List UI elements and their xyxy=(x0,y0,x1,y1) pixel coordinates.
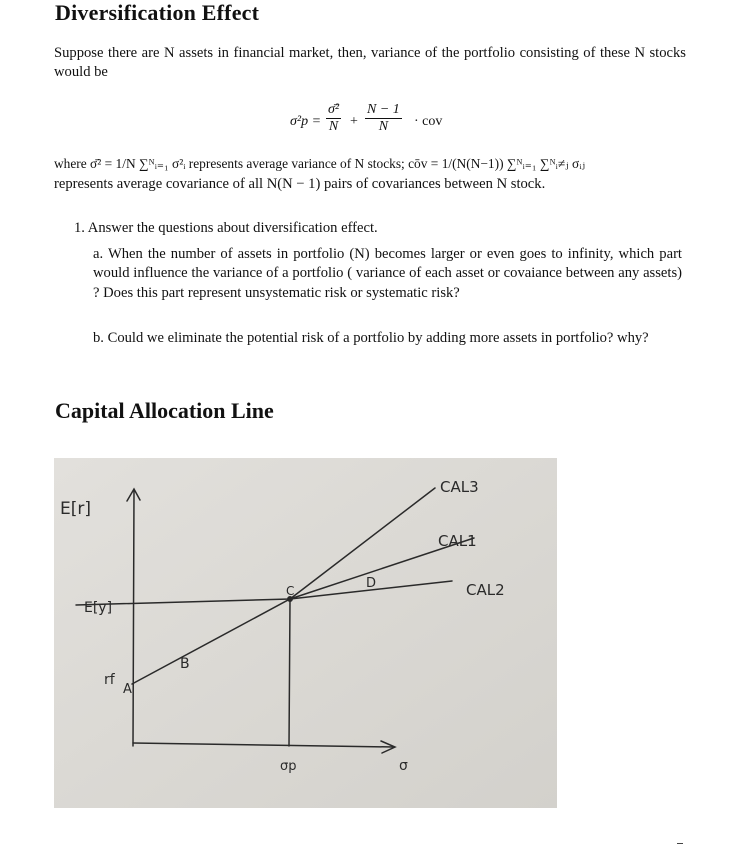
formula-term2-denominator: N xyxy=(378,119,389,134)
heading-capital-allocation-line: Capital Allocation Line xyxy=(55,398,274,423)
label-y-axis: E[r] xyxy=(60,499,91,519)
label-rf: rf xyxy=(104,672,115,688)
portfolio-variance-formula xyxy=(290,102,490,142)
label-cal2: CAL2 xyxy=(466,581,505,599)
question-1b: b. Could we eliminate the potential risk of a portfolio by adding more assets in portfolio? why? xyxy=(93,330,649,346)
label-cal3: CAL3 xyxy=(440,478,479,496)
page-corner-mark xyxy=(677,843,683,844)
formula-term1-denominator: N xyxy=(328,119,339,134)
where-line-1: where σ̄² = 1/N ∑ᴺᵢ₌₁ σ²ᵢ represents average variance of N stocks; cōv = 1/(N(N−1)) ∑ᴺᵢ₌₁ ∑ᴺᵢ≠ⱼ σᵢⱼ xyxy=(54,156,586,171)
formula-plus: + xyxy=(350,114,358,129)
photo-paper-background xyxy=(54,458,557,808)
intro-paragraph: Suppose there are N assets in financial market, then, variance of the portfolio consisting of these N stocks would be xyxy=(54,45,686,80)
where-explanation xyxy=(54,154,686,194)
heading-diversification-effect: Diversification Effect xyxy=(55,0,260,25)
label-point-c: C xyxy=(286,584,295,598)
formula-term1-numerator: σ̄² xyxy=(328,102,340,117)
label-cal1: CAL1 xyxy=(438,532,477,550)
y-axis-line xyxy=(133,491,134,746)
formula-term2 xyxy=(365,102,402,135)
label-ey-tick: E[y] xyxy=(84,600,113,616)
cal-hand-drawn-figure xyxy=(54,458,557,808)
label-point-d: D xyxy=(366,576,377,591)
formula-term1 xyxy=(326,102,341,135)
label-x-axis: σ xyxy=(399,758,408,774)
label-point-b: B xyxy=(180,656,190,672)
formula-cov-term: · cov xyxy=(414,114,443,129)
question-1a: a. When the number of assets in portfolio (N) becomes larger or even goes to infinity, which part would influence the variance of a portfolio ( variance of each asset or covaiance between any assets) ? Does this part represent unsystematic risk or systematic risk? xyxy=(93,246,682,301)
section-title-cal xyxy=(55,398,274,424)
label-sigma-p: σp xyxy=(280,759,297,774)
question-1: 1. Answer the questions about diversification effect. xyxy=(74,220,378,236)
section-title-diversification xyxy=(55,0,259,26)
where-line-2: represents average covariance of all N(N − 1) pairs of covariances between N stock. xyxy=(54,176,546,192)
formula-term2-numerator: N − 1 xyxy=(367,102,400,117)
label-point-a: A xyxy=(123,682,132,697)
sigma-p-vertical-line xyxy=(289,601,290,746)
formula-lhs: σ²p = xyxy=(290,114,322,129)
